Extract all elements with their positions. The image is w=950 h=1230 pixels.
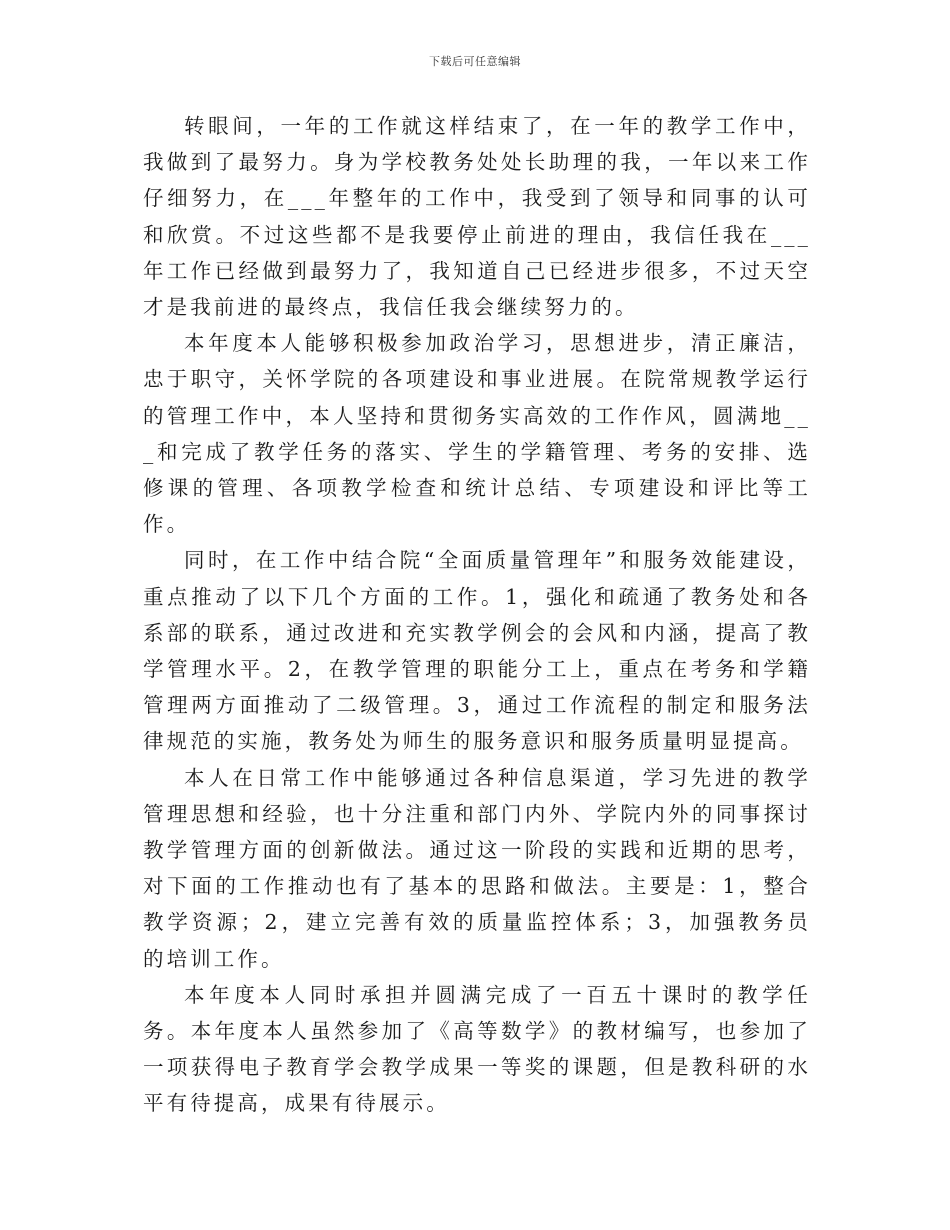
document-body: [143, 108, 811, 1122]
paragraph: 本人在日常工作中能够通过各种信息渠道，学习先进的教学管理思想和经验，也十分注重和部门内外、学院内外的同事探讨教学管理方面的创新做法。通过这一阶段的实践和近期的思考，对下面的工作推动也有了基本的思路和做法。主要是：1，整合教学资源；2，建立完善有效的质量监控体系；3，加强教务员的培训工作。: [143, 765, 811, 971]
paragraph: 同时，在工作中结合院“全面质量管理年”和服务效能建设，重点推动了以下几个方面的工作。1，强化和疏通了教务处和各系部的联系，通过改进和充实教学例会的会风和内涵，提高了教学管理水平。2，在教学管理的职能分工上，重点在考务和学籍管理两方面推动了二级管理。3，通过工作流程的制定和服务法律规范的实施，教务处为师生的服务意识和服务质量明显提高。: [143, 548, 811, 754]
page-header: 下载后可任意编辑: [429, 55, 521, 68]
paragraph: 转眼间，一年的工作就这样结束了，在一年的教学工作中，我做到了最努力。身为学校教务处处长助理的我，一年以来工作仔细努力，在___年整年的工作中，我受到了领导和同事的认可和欣赏。不过这些都不是我要停止前进的理由，我信任我在___年工作已经做到最努力了，我知道自己已经进步很多，不过天空才是我前进的最终点，我信任我会继续努力的。: [143, 114, 811, 320]
paragraph: 本年度本人能够积极参加政治学习，思想进步，清正廉洁，忠于职守，关怀学院的各项建设和事业进展。在院常规教学运行的管理工作中，本人坚持和贯彻务实高效的工作作风，圆满地___和完成了教学任务的落实、学生的学籍管理、考务的安排、选修课的管理、各项教学检查和统计总结、专项建设和评比等工作。: [143, 331, 811, 537]
paragraph: 本年度本人同时承担并圆满完成了一百五十课时的教学任务。本年度本人虽然参加了《高等数学》的教材编写，也参加了一项获得电子教育学会教学成果一等奖的课题，但是教科研的水平有待提高，成果有待展示。: [143, 982, 811, 1116]
